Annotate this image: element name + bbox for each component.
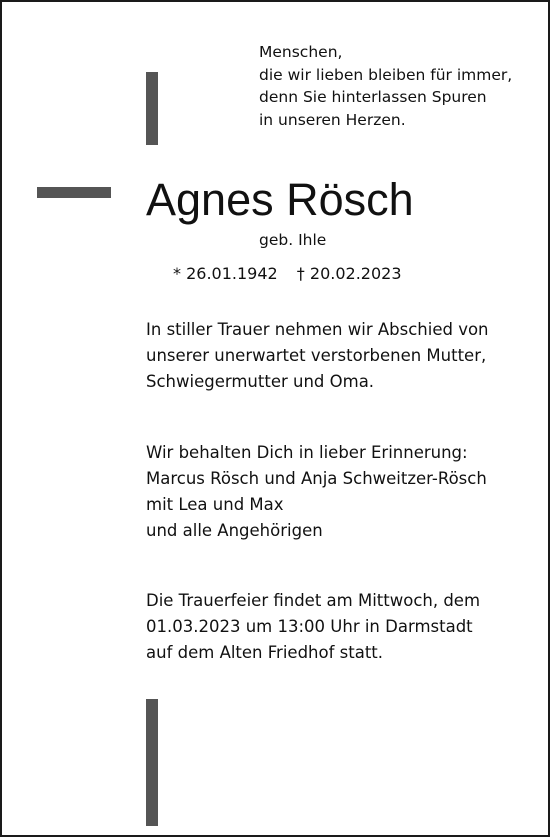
poem-line: Menschen, (259, 43, 343, 61)
paragraph-line: Marcus Rösch und Anja Schweitzer-Rösch (146, 469, 487, 488)
poem-line: die wir lieben bleiben für immer, (259, 65, 513, 84)
death-date: † 20.02.2023 (296, 264, 402, 283)
poem (259, 41, 512, 131)
paragraph-line: Wir behalten Dich in lieber Erinnerung: (146, 443, 468, 462)
life-dates (173, 262, 402, 286)
paragraph-line: auf dem Alten Friedhof statt. (146, 643, 384, 662)
paragraph-line: Die Trauerfeier findet am Mittwoch, dem (146, 591, 481, 610)
farewell-paragraph (146, 317, 489, 395)
paragraph-line: 01.03.2023 um 13:00 Uhr in Darmstadt (146, 617, 473, 636)
funeral-info-paragraph (146, 588, 480, 666)
cross-vertical-bottom (146, 699, 158, 826)
paragraph-line: Schwiegermutter und Oma. (146, 372, 375, 391)
mourners-paragraph (146, 440, 487, 544)
paragraph-line: und alle Angehörigen (146, 521, 323, 540)
poem-line: in unseren Herzen. (259, 110, 406, 129)
cross-horizontal-left (37, 187, 111, 198)
paragraph-line: mit Lea und Max (146, 495, 284, 514)
paragraph-line: In stiller Trauer nehmen wir Abschied von (146, 320, 489, 339)
cross-vertical-top (146, 72, 158, 145)
paragraph-line: unserer unerwartet verstorbenen Mutter, (146, 346, 487, 365)
poem-line: denn Sie hinterlassen Spuren (259, 88, 487, 106)
deceased-name: Agnes Rösch (146, 174, 414, 225)
birth-date: * 26.01.1942 (173, 264, 278, 283)
maiden-name: geb. Ihle (259, 231, 327, 249)
